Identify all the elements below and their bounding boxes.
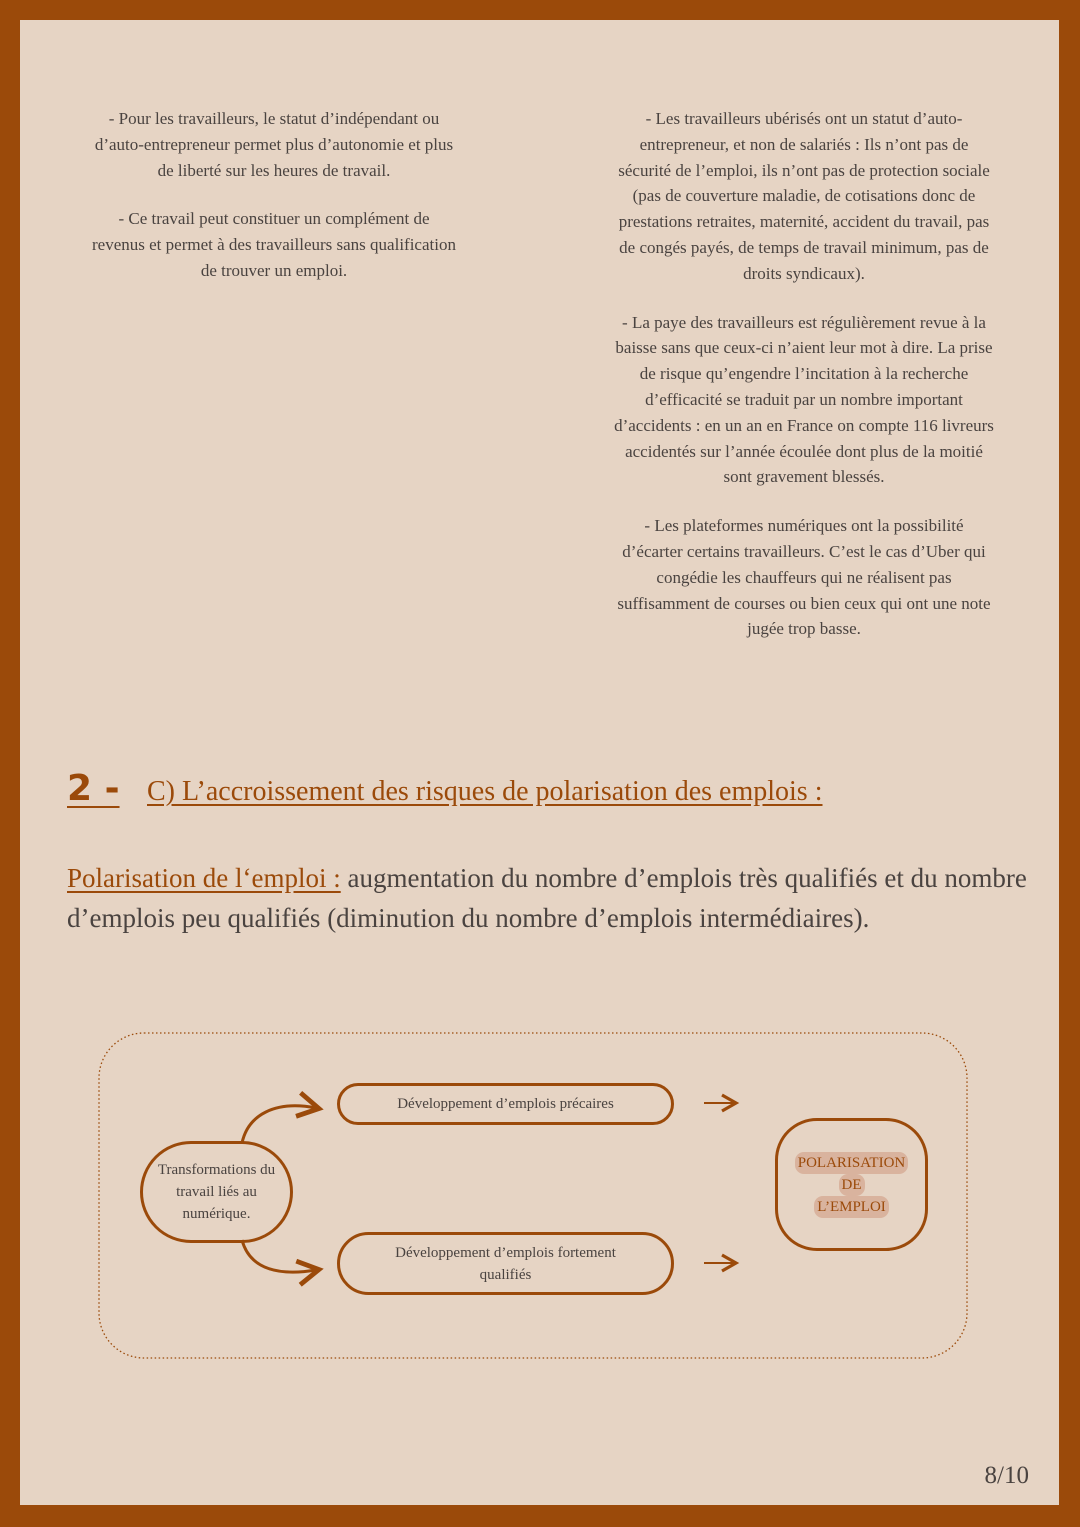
precarious-jobs-node (337, 1083, 674, 1125)
right-paragraph-3: - Les plateformes numériques ont la possibilité d’écarter certains travailleurs. C’est le cas d’Uber qui congédie les chauffeurs qui ne réalisent pas suffisamment de courses ou bien ceux qui ont une note jugée trop basse. (617, 516, 991, 639)
qualified-jobs-label: Développement d’emplois fortement qualifiés (395, 1244, 616, 1283)
definition-term: Polarisation de l‘emploi : (67, 863, 341, 893)
polarisation-line-1: POLARISATION (795, 1152, 909, 1174)
qualified-jobs-node (337, 1232, 674, 1295)
definition-text: augmentation du nombre d’emplois très qualifiés et du nombre d’emplois peu qualifiés (diminution du nombre d’emplois intermédiaires). (67, 863, 1027, 933)
polarisation-line-2: DE (839, 1174, 865, 1196)
polarisation-node (775, 1118, 928, 1251)
curved-arrow-down (242, 1240, 316, 1272)
left-paragraph-2: - Ce travail peut constituer un complément de revenus et permet à des travailleurs sans qualification de trouver un emploi. (92, 209, 456, 280)
transformations-node (140, 1141, 293, 1243)
right-paragraph-2: - La paye des travailleurs est régulièrement revue à la baisse sans que ceux-ci n’aient leur mot à dire. La prise de risque qu’engendre l’incitation à la recherche d’efficacité se traduit par un nombre important d’accidents : en un an en France on compte 116 livreurs accidentés sur l’année écoulée dont plus de la moitié sont gravement blessés. (614, 312, 994, 487)
precarious-jobs-label: Développement d’emplois précaires (397, 1096, 614, 1112)
left-paragraph-1: - Pour les travailleurs, le statut d’indépendant ou d’auto-entrepreneur permet plus d’autonomie et plus de liberté sur les heures de travail. (94, 109, 454, 180)
curved-arrow-up (242, 1106, 316, 1143)
section-title: C) L’accroissement des risques de polarisation des emplois : (147, 776, 823, 807)
polarisation-line-3: L’EMPLOI (814, 1196, 889, 1218)
transformations-label: Transformations du travail liés au numérique. (157, 1162, 276, 1222)
page-number: 8/10 (984, 1462, 1029, 1489)
section-number: 2 - (67, 768, 120, 809)
right-paragraph-1: - Les travailleurs ubérisés ont un statut d’auto-entrepreneur, et non de salariés : Ils n’ont pas de sécurité de l’emploi, ils n’ont pas de protection sociale (pas de couverture maladie, de cotisations donc de prestations retraites, maternité, accident du travail, pas de congés payés, de temps de travail minimum, pas de droits syndicaux). (618, 109, 990, 283)
page (20, 20, 1059, 1505)
